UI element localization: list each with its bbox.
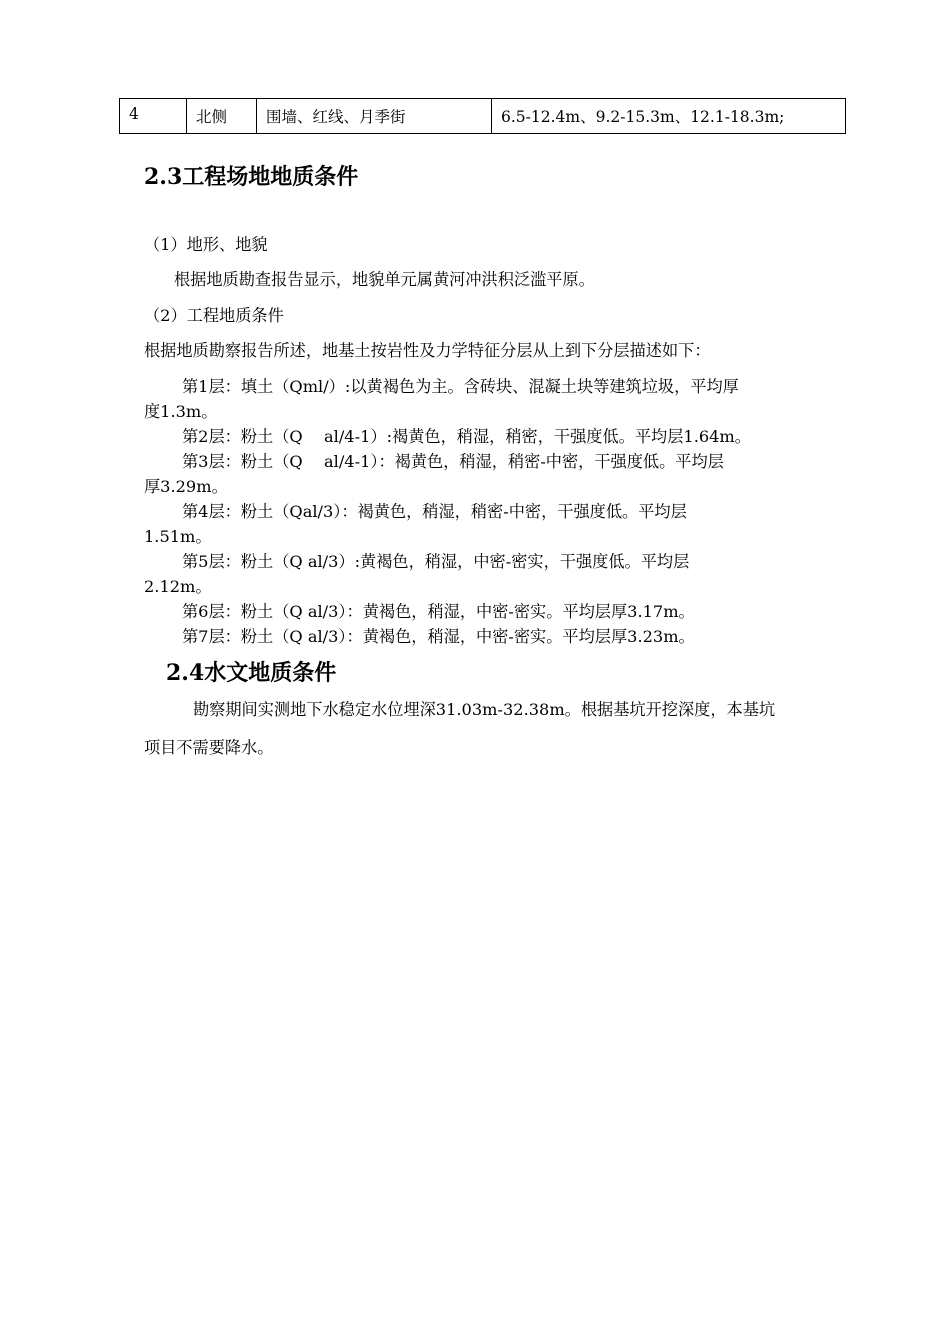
side-cell: 北侧: [187, 99, 257, 134]
table-row: [120, 99, 846, 134]
sub2-title: （2）工程地质条件: [144, 306, 284, 325]
distance-table: [119, 98, 846, 134]
layer-line: 第5层：粉土（Q al/3）:黄褐色，稍湿，中密-密实，干强度低。平均层: [182, 552, 690, 571]
hydro-line-2: 项目不需要降水。: [144, 738, 274, 757]
section-2-4-heading: 2.4水文地质条件: [166, 660, 337, 686]
layer-line: 度1.3m。: [144, 402, 218, 421]
layer-line: 1.51m。: [144, 527, 212, 546]
distance-cell: 6.5-12.4m、9.2-15.3m、12.1-18.3m;: [492, 99, 846, 134]
layer-line: 第4层：粉土（Qal/3）：褐黄色，稍湿，稍密-中密，干强度低。平均层: [182, 502, 687, 521]
layer-line: 第6层：粉土（Q al/3）：黄褐色，稍湿，中密-密实。平均层厚3.17m。: [182, 602, 695, 621]
layer-line: 厚3.29m。: [144, 477, 228, 496]
sub1-text: 根据地质勘查报告显示，地貌单元属黄河冲洪积泛滥平原。: [174, 270, 595, 289]
layer-line: 第1层：填土（Qml/）:以黄褐色为主。含砖块、混凝土块等建筑垃圾，平均厚: [182, 377, 739, 396]
row-number-cell: 4: [120, 99, 187, 134]
section-2-3-heading: 2.3工程场地地质条件: [144, 164, 359, 190]
layer-line: 第2层：粉土（Q al/4-1）:褐黄色，稍湿，稍密，干强度低。平均层1.64m。: [182, 427, 751, 446]
objects-cell: 围墙、红线、月季街: [257, 99, 492, 134]
sub1-title: （1）地形、地貌: [144, 235, 268, 254]
layer-line: 第7层：粉土（Q al/3）：黄褐色，稍湿，中密-密实。平均层厚3.23m。: [182, 627, 695, 646]
sub2-intro: 根据地质勘察报告所述，地基土按岩性及力学特征分层从上到下分层描述如下：: [144, 341, 711, 360]
layer-line: 2.12m。: [144, 577, 212, 596]
layer-line: 第3层：粉土（Q al/4-1）：褐黄色，稍湿，稍密-中密，干强度低。平均层: [182, 452, 724, 471]
hydro-line-1: 勘察期间实测地下水稳定水位埋深31.03m-32.38m。根据基坑开挖深度，本基坑: [193, 700, 776, 719]
